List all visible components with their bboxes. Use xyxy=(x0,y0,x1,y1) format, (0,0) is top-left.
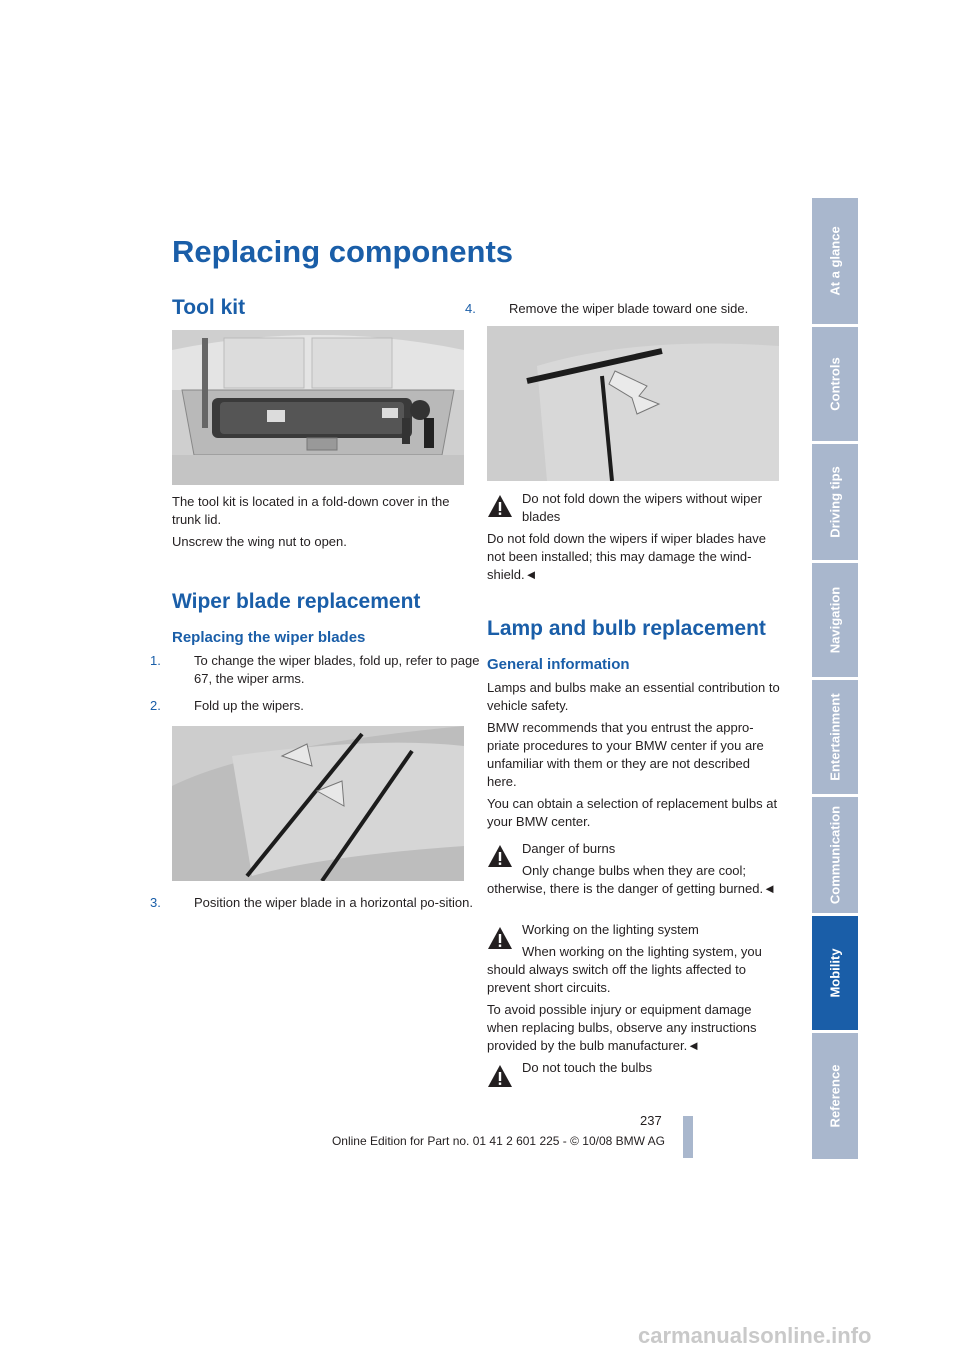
step-3 xyxy=(150,894,488,912)
tab-communication[interactable] xyxy=(812,797,858,913)
tool-kit-heading: Tool kit xyxy=(172,296,246,319)
wiper-warning-title: Do not fold down the wipers without wiper blades xyxy=(522,491,762,524)
lighting-warning-text-2: To avoid possible injury or equipment damage when replacing bulbs, observe any instructions provided by the bulb manufacturer.◄ xyxy=(487,1002,757,1053)
page-title: Replacing components xyxy=(172,234,514,269)
lamp-text-3: You can obtain a selection of replacement bulbs at your BMW center. xyxy=(487,796,778,829)
step-number: 3. xyxy=(150,895,161,910)
tab-label: Reference xyxy=(827,1064,843,1128)
tab-reference[interactable] xyxy=(812,1033,858,1159)
step-1 xyxy=(150,652,488,688)
warning-icon xyxy=(487,1063,513,1089)
footer-bar xyxy=(683,1116,693,1158)
tab-label: At a glance xyxy=(827,226,843,296)
step-text: Position the wiper blade in a horizontal po-sition. xyxy=(194,895,473,910)
step-text: Fold up the wipers. xyxy=(194,698,304,713)
tool-kit-text-1: The tool kit is located in a fold-down cover in the trunk lid. xyxy=(172,494,450,527)
tab-label: Navigation xyxy=(827,586,843,654)
burns-warning-title: Danger of burns xyxy=(522,841,616,856)
tab-label: Mobility xyxy=(827,948,843,998)
tab-label: Controls xyxy=(827,357,843,411)
step-text: Remove the wiper blade toward one side. xyxy=(509,301,749,316)
lighting-warning-text: When working on the lighting system, you should always switch off the lights affected to prevent short circuits. xyxy=(487,944,762,995)
step-2 xyxy=(150,697,488,715)
footer-edition: Online Edition for Part no. 01 41 2 601 225 - © 10/08 BMW AG xyxy=(331,1134,665,1148)
burns-warning-text: Only change bulbs when they are cool; otherwise, there is the danger of getting burned.◄ xyxy=(487,863,776,896)
wiper-warning-text: Do not fold down the wipers if wiper blades have not been installed; this may damage the wind-shield.◄ xyxy=(487,531,766,582)
bulbs-warning-title: Do not touch the bulbs xyxy=(522,1060,653,1075)
step-4 xyxy=(465,300,803,318)
tab-controls[interactable] xyxy=(812,327,858,441)
lighting-warning-title: Working on the lighting system xyxy=(522,922,699,937)
tool-kit-image xyxy=(172,330,464,485)
lamp-text-2: BMW recommends that you entrust the appro-priate procedures to your BMW center if you are unfamiliar with them or they are not described here. xyxy=(487,720,764,789)
tab-mobility[interactable] xyxy=(812,916,858,1030)
lamp-text-1: Lamps and bulbs make an essential contribution to vehicle safety. xyxy=(487,680,780,713)
tool-kit-text-2: Unscrew the wing nut to open. xyxy=(172,534,347,549)
step-number: 2. xyxy=(150,698,161,713)
page-number: 237 xyxy=(640,1113,662,1128)
tab-at-a-glance[interactable] xyxy=(812,198,858,324)
remove-wiper-image xyxy=(487,326,779,481)
watermark: carmanualsonline.info xyxy=(638,1323,872,1348)
step-number: 4. xyxy=(465,301,476,316)
tab-navigation[interactable] xyxy=(812,563,858,677)
step-text: To change the wiper blades, fold up, refer to page 67, the wiper arms. xyxy=(194,653,480,686)
tab-label: Entertainment xyxy=(827,693,843,781)
lamp-heading: Lamp and bulb replacement xyxy=(487,617,766,640)
lamp-subheading: General information xyxy=(487,656,630,673)
wiper-subheading: Replacing the wiper blades xyxy=(172,629,366,646)
fold-up-wipers-image xyxy=(172,726,464,881)
warning-icon xyxy=(487,493,513,519)
step-number: 1. xyxy=(150,653,161,668)
tab-driving-tips[interactable] xyxy=(812,444,858,560)
tab-entertainment[interactable] xyxy=(812,680,858,794)
tab-label: Driving tips xyxy=(827,466,843,538)
wiper-heading: Wiper blade replacement xyxy=(172,590,421,613)
tab-label: Communication xyxy=(827,805,843,905)
